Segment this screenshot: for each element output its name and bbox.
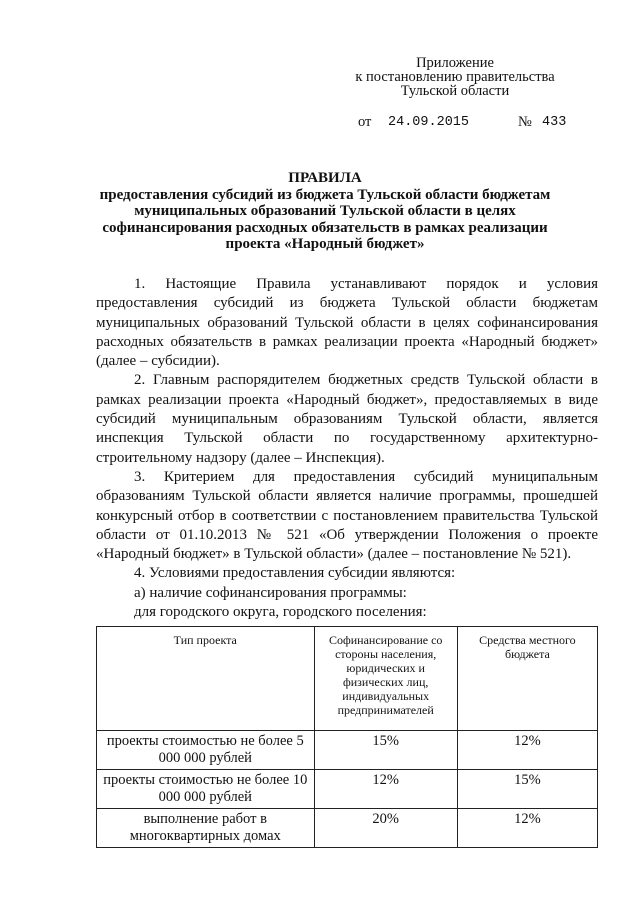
row-population-share: 20% — [314, 809, 457, 848]
annex-header — [340, 56, 570, 98]
annex-line-3: Тульской области — [400, 83, 510, 99]
date-prefix: от — [358, 114, 372, 130]
row-local-share: 15% — [457, 770, 597, 809]
row-population-share: 12% — [314, 770, 457, 809]
paragraph-4a: а) наличие софинансирования программы: — [134, 584, 407, 601]
document-title — [90, 170, 560, 253]
header-project-type: Тип проекта — [97, 627, 315, 731]
row-local-share: 12% — [457, 731, 597, 770]
header-population-cofinancing: Софинансирование со стороны населения, юридических и физических лиц, индивидуальных предпринимателей — [314, 627, 457, 731]
table-row — [97, 770, 598, 809]
paragraph-4: 4. Условиями предоставления субсидии являются: — [134, 565, 456, 582]
row-local-share: 12% — [457, 809, 597, 848]
cofinancing-table — [96, 626, 598, 848]
decree-date: 24.09.2015 — [388, 115, 470, 130]
number-prefix: № — [518, 114, 532, 130]
decree-number: 433 — [542, 115, 567, 130]
row-project-type: выполнение работ в многоквартирных домах — [97, 809, 315, 848]
rules-body — [96, 275, 598, 622]
table-row — [97, 731, 598, 770]
table-header-row — [97, 627, 598, 731]
title-main: ПРАВИЛА — [288, 170, 362, 186]
title-subtitle: предоставления субсидий из бюджета Тульской области бюджетам муниципальных образований Тульской области в целях софинансирования расходных обязательств в рамках реализации проекта «Народный бюджет» — [99, 186, 551, 252]
row-project-type: проекты стоимостью не более 10 000 000 рублей — [97, 770, 315, 809]
paragraph-2: 2. Главным распорядителем бюджетных средств Тульской области в рамках реализации проекта «Народный бюджет», предоставляемых в виде субсидий муниципальным образованиям Тульской области, является инспекция Тульской области по государственному архитектурно-строительному надзору (далее – Инспекция). — [96, 372, 598, 466]
header-local-budget: Средства местного бюджета — [457, 627, 597, 731]
row-project-type: проекты стоимостью не более 5 000 000 рублей — [97, 731, 315, 770]
table-row — [97, 809, 598, 848]
paragraph-1: 1. Настоящие Правила устанавливают порядок и условия предоставления субсидий из бюджета Тульской области бюджетам муниципальных образований Тульской области в целях софинансирования расходных обязательств в рамках реализации проекта «Народный бюджет» (далее – субсидии). — [96, 276, 598, 370]
annex-line-2: к постановлению правительства — [355, 69, 555, 85]
annex-line-1: Приложение — [416, 55, 494, 71]
paragraph-3: 3. Критерием для предоставления субсидий муниципальным образованиям Тульской области является наличие программы, прошедшей конкурсный отбор в соответствии с постановлением правительства Тульской области от 01.10.2013 № 521 «Об утверждении Положения о проекте «Народный бюджет» в Тульской области» (далее – постановление № 521). — [96, 468, 598, 563]
paragraph-4a-city: для городского округа, городского поселения: — [134, 604, 427, 621]
row-population-share: 15% — [314, 731, 457, 770]
